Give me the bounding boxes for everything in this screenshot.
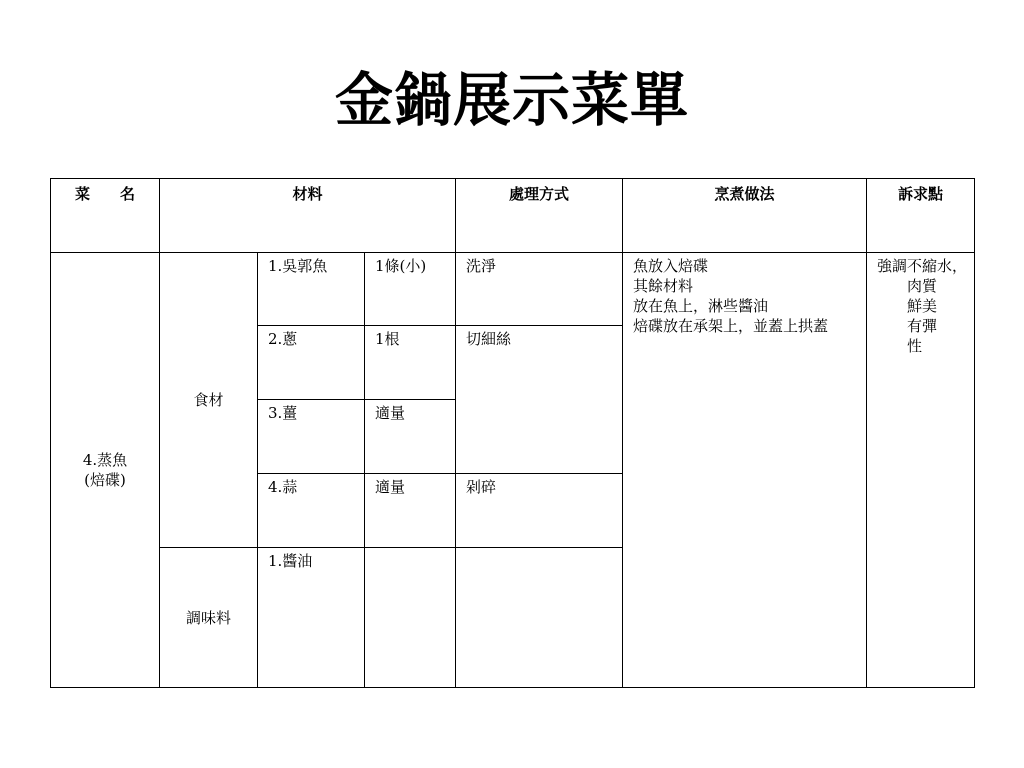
- ingredient-item: 3.薑: [258, 400, 365, 474]
- table-row: [51, 253, 975, 326]
- appeal-line: 有彈: [877, 317, 938, 335]
- cooking-step: 放在魚上，淋些醬油: [633, 297, 769, 315]
- ingredient-qty: 1條(小): [365, 253, 456, 326]
- ingredient-qty: 適量: [365, 400, 456, 474]
- dish-name-vessel: (焙碟): [84, 471, 126, 489]
- dish-name-cell: [51, 253, 160, 688]
- page-title: 金鍋展示菜單: [334, 66, 689, 134]
- ingredient-process: 切細絲: [456, 326, 623, 474]
- ingredient-qty: 適量: [365, 474, 456, 548]
- menu-table: [50, 178, 975, 688]
- ingredient-item: 4.蒜: [258, 474, 365, 548]
- header-row: [51, 179, 975, 253]
- header-cooking: 烹煮做法: [623, 179, 867, 253]
- seasoning-qty: [365, 548, 456, 688]
- ingredient-process: 洗淨: [456, 253, 623, 326]
- cooking-method-cell: [623, 253, 867, 688]
- ingredient-process: 剁碎: [456, 474, 623, 548]
- seasoning-process: [456, 548, 623, 688]
- header-dish-name: 菜 名: [51, 179, 160, 253]
- appeal-line: 強調不縮水，: [877, 257, 968, 275]
- ingredient-item: 1.吳郭魚: [258, 253, 365, 326]
- header-processing: 處理方式: [456, 179, 623, 253]
- cooking-step: 焙碟放在承架上，並蓋上拱蓋: [633, 317, 829, 335]
- appeal-cell: [867, 253, 975, 688]
- cooking-step: 其餘材料: [633, 277, 694, 295]
- ingredient-qty: 1根: [365, 326, 456, 400]
- seasoning-item: 1.醬油: [258, 548, 365, 688]
- group-seasoning: 調味料: [160, 548, 258, 688]
- group-ingredients: 食材: [160, 253, 258, 548]
- header-materials: 材料: [160, 179, 456, 253]
- appeal-line: 鮮美: [877, 297, 938, 315]
- header-appeal: 訴求點: [867, 179, 975, 253]
- cooking-step: 魚放入焙碟: [633, 257, 709, 275]
- appeal-line: 肉質: [877, 277, 938, 295]
- ingredient-item: 2.蔥: [258, 326, 365, 400]
- dish-name: 4.蒸魚: [82, 451, 128, 469]
- appeal-line: 性: [877, 337, 923, 355]
